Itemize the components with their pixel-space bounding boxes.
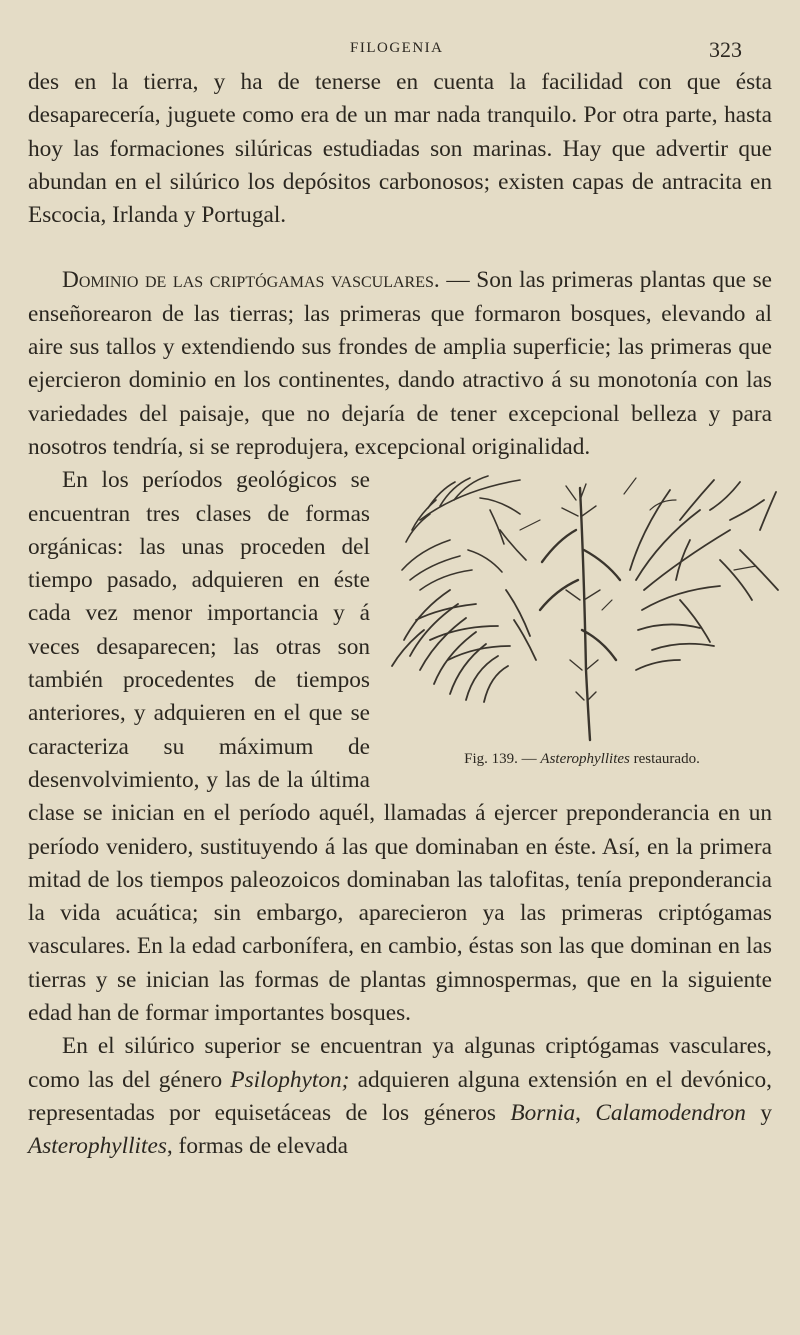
paragraph-4-text-d: y: [745, 1099, 772, 1126]
figure-caption: [380, 750, 784, 768]
paragraph-4-text-a: En el silúrico superior se encuentran ya algunas criptógamas vasculares, como las del género: [28, 1033, 772, 1093]
paragraph-4-text-e: , formas de elevada: [166, 1133, 349, 1160]
running-title: FILOGENIA: [350, 40, 444, 56]
caption-genus: Asterophyllites: [540, 751, 630, 768]
paragraph-1: des en la tierra, y ha de tenerse en cuenta la facilidad con que ésta desaparecería, juguete como era de un mar nada tranquilo. Por otra parte, hasta hoy las formaciones silúricas estudiadas son marinas. Hay que advertir que abundan en el silúrico los depósitos carbonosos; existen capas de antracita en Escocia, Irlanda y Portugal.: [28, 69, 772, 229]
page-body: [28, 66, 772, 1164]
genus-calamodendron: Calamodendron: [595, 1099, 746, 1126]
paragraph-4-text-c: ,: [575, 1099, 596, 1126]
genus-asterophyllites: Asterophyllites: [28, 1133, 167, 1160]
paragraph-4-text-b: adquieren alguna extensión en el devónico, representadas por equisetáceas de los géneros: [28, 1066, 773, 1126]
page-header: [0, 37, 800, 66]
caption-prefix: Fig. 139. —: [464, 751, 541, 768]
caption-suffix: restaurado.: [629, 751, 700, 768]
asterophyllites-plant-illustration: [380, 470, 784, 748]
paragraph-3: En los períodos geológicos se encuentran tres clases de formas orgánicas: las unas proceden del tiempo pasado, adquieren en éste cada vez menor importancia y á veces desaparecen; las otras son también procedentes de tiempos anteriores, y adquieren en el que se caracteriza su máximum de desenvolvimiento, y las de la última clase se inician en el período aquél, llamadas á ejercer preponderancia en un período venidero, sustituyendo á las que dominaban en éste. Así, en la primera mitad de los tiempos paleozoicos dominaban las talofitas, tenía preponderancia la vida acuática; sin embargo, aparecieron ya las primeras criptógamas vasculares. En la edad carbonífera, en cambio, éstas son las que dominan en las tierras y se inician las formas de plantas gimnospermas, que en la siguiente edad han de formar importantes bosques.: [28, 467, 772, 1027]
genus-bornia: Bornia: [510, 1099, 576, 1126]
page-number: 323: [709, 37, 742, 62]
paragraph-4: [28, 1030, 772, 1163]
section-heading: Dominio de las criptógamas vasculares.: [62, 267, 440, 294]
paragraph-2: [28, 264, 772, 464]
figure-139: [380, 470, 784, 768]
paragraph-2-text: — Son las primeras plantas que se enseñorearon de las tierras; las primeras que formaron bosques, elevando al aire sus tallos y extendiendo sus frondes de amplia superficie; las primeras que ejercieron dominio en los continentes, dando atractivo á su monotonía con las variedades del paisaje, que no dejaría de tener excepcional belleza y para nosotros tendría, si se reprodujera, excepcional originalidad.: [28, 267, 772, 460]
genus-psilophyton: Psilophyton;: [230, 1066, 350, 1093]
